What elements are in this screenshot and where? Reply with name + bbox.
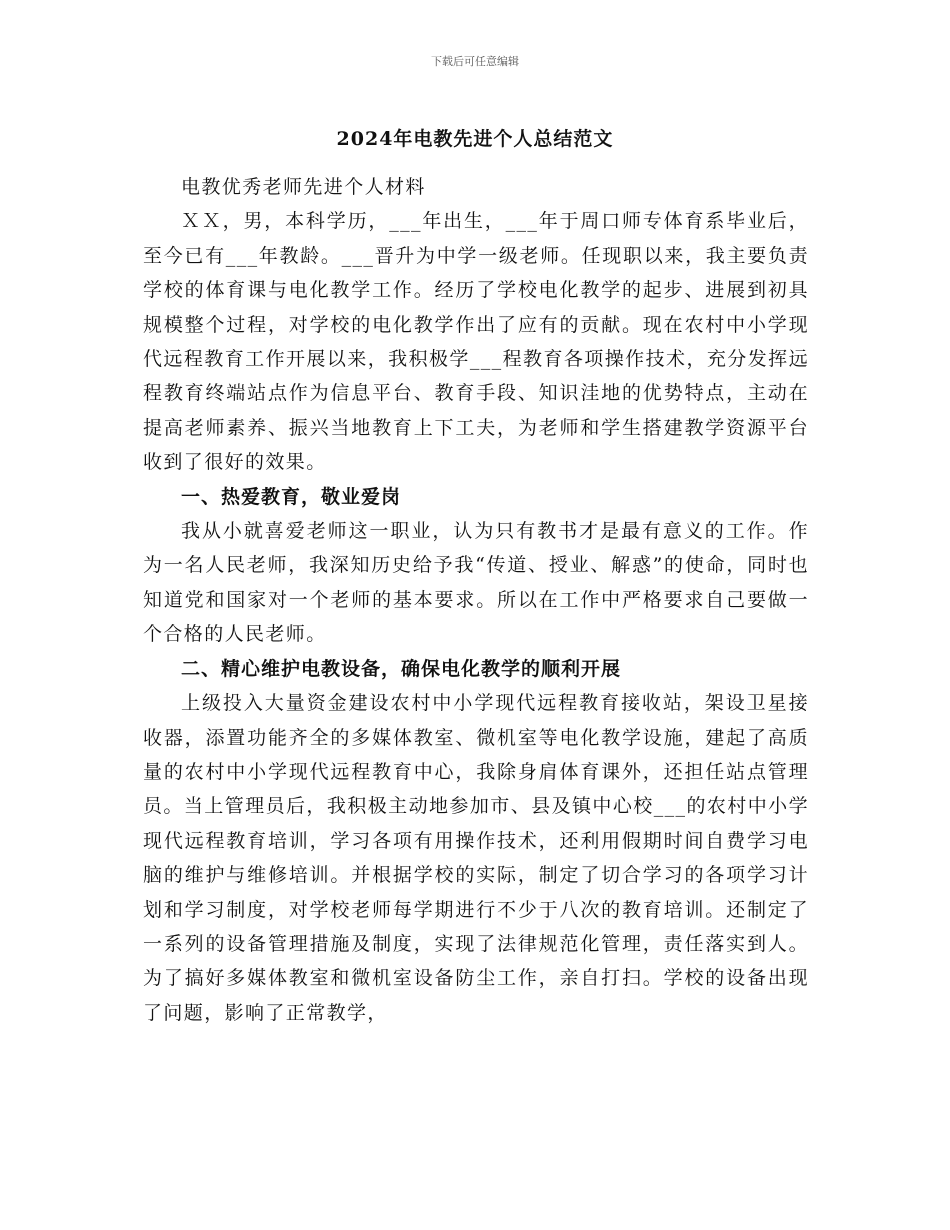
document-body [143, 170, 809, 1030]
paragraph-section-2: 上级投入大量资金建设农村中小学现代远程教育接收站，架设卫星接收器，添置功能齐全的多媒体教室、微机室等电化教学设施，建起了高质量的农村中小学现代远程教育中心，我除身肩体育课外，还担任站点管理员。当上管理员后，我积极主动地参加市、县及镇中心校___的农村中小学现代远程教育培训，学习各项有用操作技术，还利用假期时间自费学习电脑的维护与维修培训。并根据学校的实际，制定了切合学习的各项学习计划和学习制度，对学校老师每学期进行不少于八次的教育培训。还制定了一系列的设备管理措施及制度，实现了法律规范化管理，责任落实到人。为了搞好多媒体教室和微机室设备防尘工作，亲自打扫。学校的设备出现了问题，影响了正常教学， [143, 692, 809, 1024]
paragraph-section-1: 我从小就喜爱老师这一职业，认为只有教书才是最有意义的工作。作为一名人民老师，我深知历史给予我“传道、授业、解惑”的使命，同时也知道党和国家对一个老师的基本要求。所以在工作中严格要求自己要做一个合格的人民老师。 [143, 520, 809, 646]
document-title: 2024年电教先进个人总结范文 [336, 128, 614, 150]
section-heading-2: 二、精心维护电教设备，确保电化教学的顺利开展 [181, 657, 622, 680]
paragraph-intro: ＸＸ，男，本科学历，___年出生，___年于周口师专体育系毕业后，至今已有___年教龄。___晋升为中学一级老师。任现职以来，我主要负责学校的体育课与电化教学工作。经历了学校电化教学的起步、进展到初具规模整个过程，对学校的电化教学作出了应有的贡献。现在农村中小学现代远程教育工作开展以来，我积极学___程教育各项操作技术，充分发挥远程教育终端站点作为信息平台、教育手段、知识洼地的优势特点，主动在提高老师素养、振兴当地教育上下工夫，为老师和学生搭建教学资源平台收到了很好的效果。 [143, 210, 809, 474]
header-note: 下载后可任意编辑 [431, 55, 519, 68]
subtitle: 电教优秀老师先进个人材料 [181, 176, 426, 198]
section-heading-1: 一、热爱教育，敬业爱岗 [181, 485, 402, 508]
